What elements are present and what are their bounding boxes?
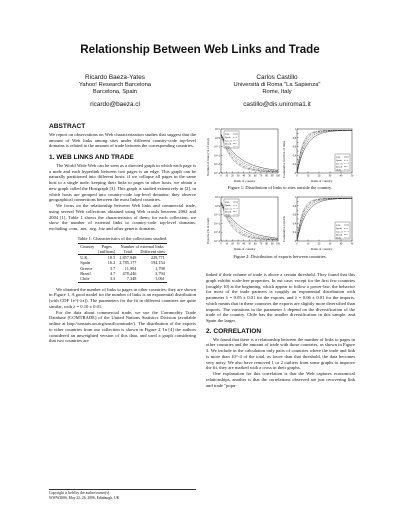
figure-2-caption: Figure 2: Distribution of exports between countries. <box>233 254 327 259</box>
x-tick-label: 30 <box>328 174 332 178</box>
author-place: Barcelona, Spain <box>92 89 138 96</box>
y-tick-label: 0.8 <box>292 204 296 208</box>
table-subheader: [millions] <box>98 248 116 254</box>
table-cell: 3,794 <box>155 270 165 276</box>
table-cell: 4.7 <box>109 270 116 276</box>
table-cell: 229,771 <box>150 255 165 261</box>
paragraph: We found that there is a relationship between the number of links to pages in other countries and the amount of trade with those countries, as shown in Figure 3. We include in the calculation only pairs of countries where the trade and link is more than 10^-4 of the total, as lower than that threshold, the data becomes very noisy. We also have removed 1 or 2 outliers from some graphs to improve the fit, they are marked with a cross in their graphs. <box>206 336 355 371</box>
author-email: castillo@dis.uniroma1.it <box>243 100 311 108</box>
left-column <box>49 124 196 344</box>
x-tick-label: 0 <box>220 174 222 178</box>
figures-area <box>206 124 354 274</box>
fig1-right-ylabel: Cumulative fraction of links <box>282 140 286 178</box>
table-cell: 1,798 <box>155 265 165 271</box>
author-org: Yahoo! Research Barcelona <box>78 81 152 88</box>
abstract-heading: ABSTRACT <box>49 123 86 130</box>
y-tick-label: 10^-2 <box>214 154 220 158</box>
y-tick-label: 10^1 <box>214 196 220 199</box>
legend-label: Chile <box>336 236 342 240</box>
y-tick-label: 10^-4 <box>214 240 220 243</box>
table-row <box>78 276 167 282</box>
table-cell: 2,785,177 <box>119 260 137 266</box>
table-header: Country <box>80 243 95 249</box>
paragraph: linked if their volume of trade is above a certain threshold. They found that this graph exhibit scale-free properties. In our case; except for the first few countries (roughly 10) at the beginning, which appear to follow a power-law, the behavior for most of the trade partners is roughly an exponential distribution with parameter λ = 0.05 ± 0.01 for the exports, and λ = 0.06 ± 0.01 for the imports, which means that in these countries the exports are slightly more diversified than imports. The variations in the parameter λ depend on the diversification of the trade of the country. Chile has the smaller diversification in this sample, and Spain the larger. <box>206 272 356 323</box>
table-subheader: Total <box>123 248 133 254</box>
fig2-left-plot <box>212 195 280 247</box>
legend-label: Greece <box>336 230 344 234</box>
table-cell: 16.2 <box>107 260 116 266</box>
y-tick-label: 0.6 <box>292 213 296 217</box>
paragraph: For the data about commercial trade, we use the Commodity Trade Database (COMTRADE) of the United Nations Statistics Division (available online at http://unstats.un.org/unsd/comtrade/). The distribution of the exports to other countries from our collection is shown in Figure 2. In [4] the authors considered an unweighted version of this data, and used a graph considering that two countries are <box>49 309 196 344</box>
legend-label: Spain <box>336 227 342 231</box>
x-tick-label: 0 <box>296 174 298 178</box>
x-tick-label: 100 <box>276 174 280 178</box>
table-cell: U.K. <box>80 255 89 261</box>
y-tick-label: 10^-4 <box>214 172 220 175</box>
y-tick-label: 10^-3 <box>214 231 220 235</box>
y-tick-label: 0.2 <box>292 231 296 235</box>
legend-label: Brazil <box>225 142 232 146</box>
y-tick-label: 10^-2 <box>214 222 220 226</box>
copyright-notice: Copyright is held by the author/owner(s). WWW2006, May 22–26, 2006, Edinburgh, UK <box>49 489 196 500</box>
x-tick-label: 90 <box>271 174 274 178</box>
legend-label: Brazil <box>225 210 232 214</box>
legend-label: Spain <box>225 136 231 140</box>
table-header: Number of external links <box>120 243 164 249</box>
fig2-right-plot <box>288 195 354 247</box>
x-tick-label: 30 <box>328 242 332 246</box>
legend-label: U.K. <box>225 200 230 204</box>
fig1-left-plot <box>212 127 280 179</box>
y-tick-label: 0.4 <box>292 154 296 158</box>
x-tick-label: 60 <box>253 242 257 246</box>
legend-label: Spain <box>225 204 231 208</box>
legend-label: U.K. <box>336 223 341 227</box>
x-tick-label: 10 <box>306 174 310 178</box>
fig1-right-plot <box>288 127 354 179</box>
paragraph: We focus on the relationship between Web links and commercial trade, using several Web collections obtained using Web crawls between 2002 and 2004 [1]. Table 1 shows the characteristics of them; for each collection, we show the number of external links to country-code top-level domains, excluding .com, .net, .org, .biz and other generic domains. <box>49 203 196 231</box>
y-tick-label: 0 <box>294 240 296 243</box>
abstract-text: We report on observations on Web characterization studies that suggest that the amount of Web links among sites under different country-code top-level domains is related to the amount of trade between the corresponding countries. <box>49 131 196 149</box>
table-cell: 1,857,948 <box>119 255 137 261</box>
author-name: Ricardo Baeza-Yates <box>85 74 145 81</box>
x-tick-label: 40 <box>339 174 343 178</box>
table-cell: Brazil <box>80 270 91 276</box>
y-tick-label: 0 <box>294 172 296 175</box>
table-subheader: Different sites <box>140 248 165 254</box>
legend-label: Chile <box>225 213 231 217</box>
x-tick-label: 90 <box>271 242 274 246</box>
y-tick-label: 10^0 <box>214 204 220 208</box>
x-tick-label: 50 <box>248 174 251 178</box>
paragraph: One explanation for this correlation is that the Web captures economical relationships, another is that the correlations observed are just recovering link and trade "popu- <box>206 371 355 388</box>
x-tick-label: 50 <box>350 242 354 246</box>
x-tick-label: 80 <box>265 174 268 178</box>
table-1-caption: Table 1: Characteristics of the collections studied. <box>77 235 168 241</box>
y-tick-label: 10^-1 <box>214 145 220 149</box>
legend-label: Spain <box>336 159 342 163</box>
fig2-left-xlabel: Rank of country <box>234 247 256 251</box>
y-tick-label: 10^-1 <box>214 213 220 217</box>
legend-label: U.K. <box>225 132 230 136</box>
paragraph: The World Wide Web can be seen as a directed graph in which each page is a node and each hyperlink between two pages is an edge. This graph can be naturally partitioned into different hosts; if we collapse all pages in the same host to a single node, keeping their links to pages in other hosts, we obtain a new graph called the Hostgraph [3]. This graph is studied extensively in [2], in which hosts are grouped into country-code top-level domains; they observe geographical connections between the most linked countries. <box>49 162 196 203</box>
legend-label: Greece <box>225 207 233 211</box>
x-tick-label: 0 <box>296 242 298 246</box>
x-tick-label: 0 <box>220 242 222 246</box>
x-tick-label: 50 <box>248 242 251 246</box>
figure-1-caption: Figure 1: Distribution of links to sites outside the country. <box>227 185 333 190</box>
x-tick-label: 60 <box>253 174 257 178</box>
x-tick-label: 40 <box>339 242 343 246</box>
x-tick-label: 20 <box>231 174 234 178</box>
table-cell: 478,446 <box>122 270 137 276</box>
x-tick-label: 10 <box>225 174 228 178</box>
fig2-left-ylabel: Exports (% of total) <box>206 217 210 244</box>
x-tick-label: 20 <box>231 242 234 246</box>
table-cell: 3.3 <box>109 276 116 282</box>
x-tick-label: 40 <box>242 174 246 178</box>
table-cell: Chile <box>80 276 90 282</box>
section-1-heading: 1. WEB LINKS AND TRADE <box>49 154 134 161</box>
legend-label: Brazil <box>336 165 343 169</box>
legend-label: Chile <box>336 168 342 172</box>
author-org: Università di Roma "La Sapienza" <box>233 81 321 88</box>
x-tick-label: 40 <box>242 242 246 246</box>
y-tick-label: 1 <box>294 128 296 131</box>
table-cell: 3.7 <box>109 265 116 271</box>
author-block-2 <box>212 74 342 108</box>
x-tick-label: 70 <box>259 242 263 246</box>
y-tick-label: 0.6 <box>292 145 296 149</box>
table-cell: 194,154 <box>150 260 165 266</box>
legend-label: Greece <box>225 139 233 143</box>
table-cell: 7,348 <box>126 276 137 282</box>
x-tick-label: 70 <box>259 174 263 178</box>
x-tick-label: 30 <box>236 242 240 246</box>
legend-label: Chile <box>225 145 231 149</box>
right-column <box>206 272 355 388</box>
y-tick-label: 0.4 <box>292 222 296 226</box>
table-cell: 18.5 <box>107 255 116 261</box>
y-tick-label: 1 <box>294 196 296 199</box>
legend-label: U.K. <box>336 155 341 159</box>
x-tick-label: 20 <box>317 242 321 246</box>
x-tick-label: 10 <box>306 242 310 246</box>
x-tick-label: 10 <box>225 242 228 246</box>
table-cell: 11,904 <box>124 265 137 271</box>
fig1-left-xlabel: Rank of country <box>234 179 256 183</box>
section-2-heading: 2. CORRELATION <box>206 327 262 335</box>
table-cell: 1,061 <box>155 276 165 282</box>
table-header: Pages <box>101 243 112 249</box>
x-tick-label: 50 <box>350 174 354 178</box>
table-cell: Greece <box>80 265 93 271</box>
x-tick-label: 100 <box>276 242 280 246</box>
fig2-right-xlabel: Rank of country <box>311 247 333 251</box>
x-tick-label: 30 <box>236 174 240 178</box>
y-tick-label: 0.8 <box>292 136 296 140</box>
author-block-1 <box>55 74 175 108</box>
author-place: Rome, Italy <box>262 89 292 96</box>
fig2-right-ylabel: Cumulative exports <box>282 216 286 242</box>
x-tick-label: 20 <box>317 174 321 178</box>
author-name: Carlos Castillo <box>256 74 298 81</box>
y-tick-label: 10^1 <box>214 128 220 131</box>
x-tick-label: 80 <box>265 242 268 246</box>
legend-label: Brazil <box>336 233 343 237</box>
legend-label: Greece <box>336 162 344 166</box>
y-tick-label: 0.2 <box>292 163 296 167</box>
fig1-left-ylabel: Number of links (% of total) <box>206 138 210 176</box>
y-tick-label: 10^-3 <box>214 163 220 167</box>
paper-title: Relationship Between Web Links and Trade <box>80 43 320 56</box>
paragraph: We obtained the number of links to pages in other countries; they are shown in Figure 1. A good model for the number of links is an exponential distribution (with CDF 1e^(-λx)). The parameters for the fit in different countries are quite similar, with λ = 0.10 ± 0.01. <box>49 286 196 309</box>
author-email: ricardo@baeza.cl <box>90 100 140 108</box>
fig1-right-xlabel: Rank of country <box>311 179 333 183</box>
table-cell: Spain <box>80 260 90 266</box>
table-1 <box>78 243 167 283</box>
y-tick-label: 10^0 <box>214 136 220 140</box>
